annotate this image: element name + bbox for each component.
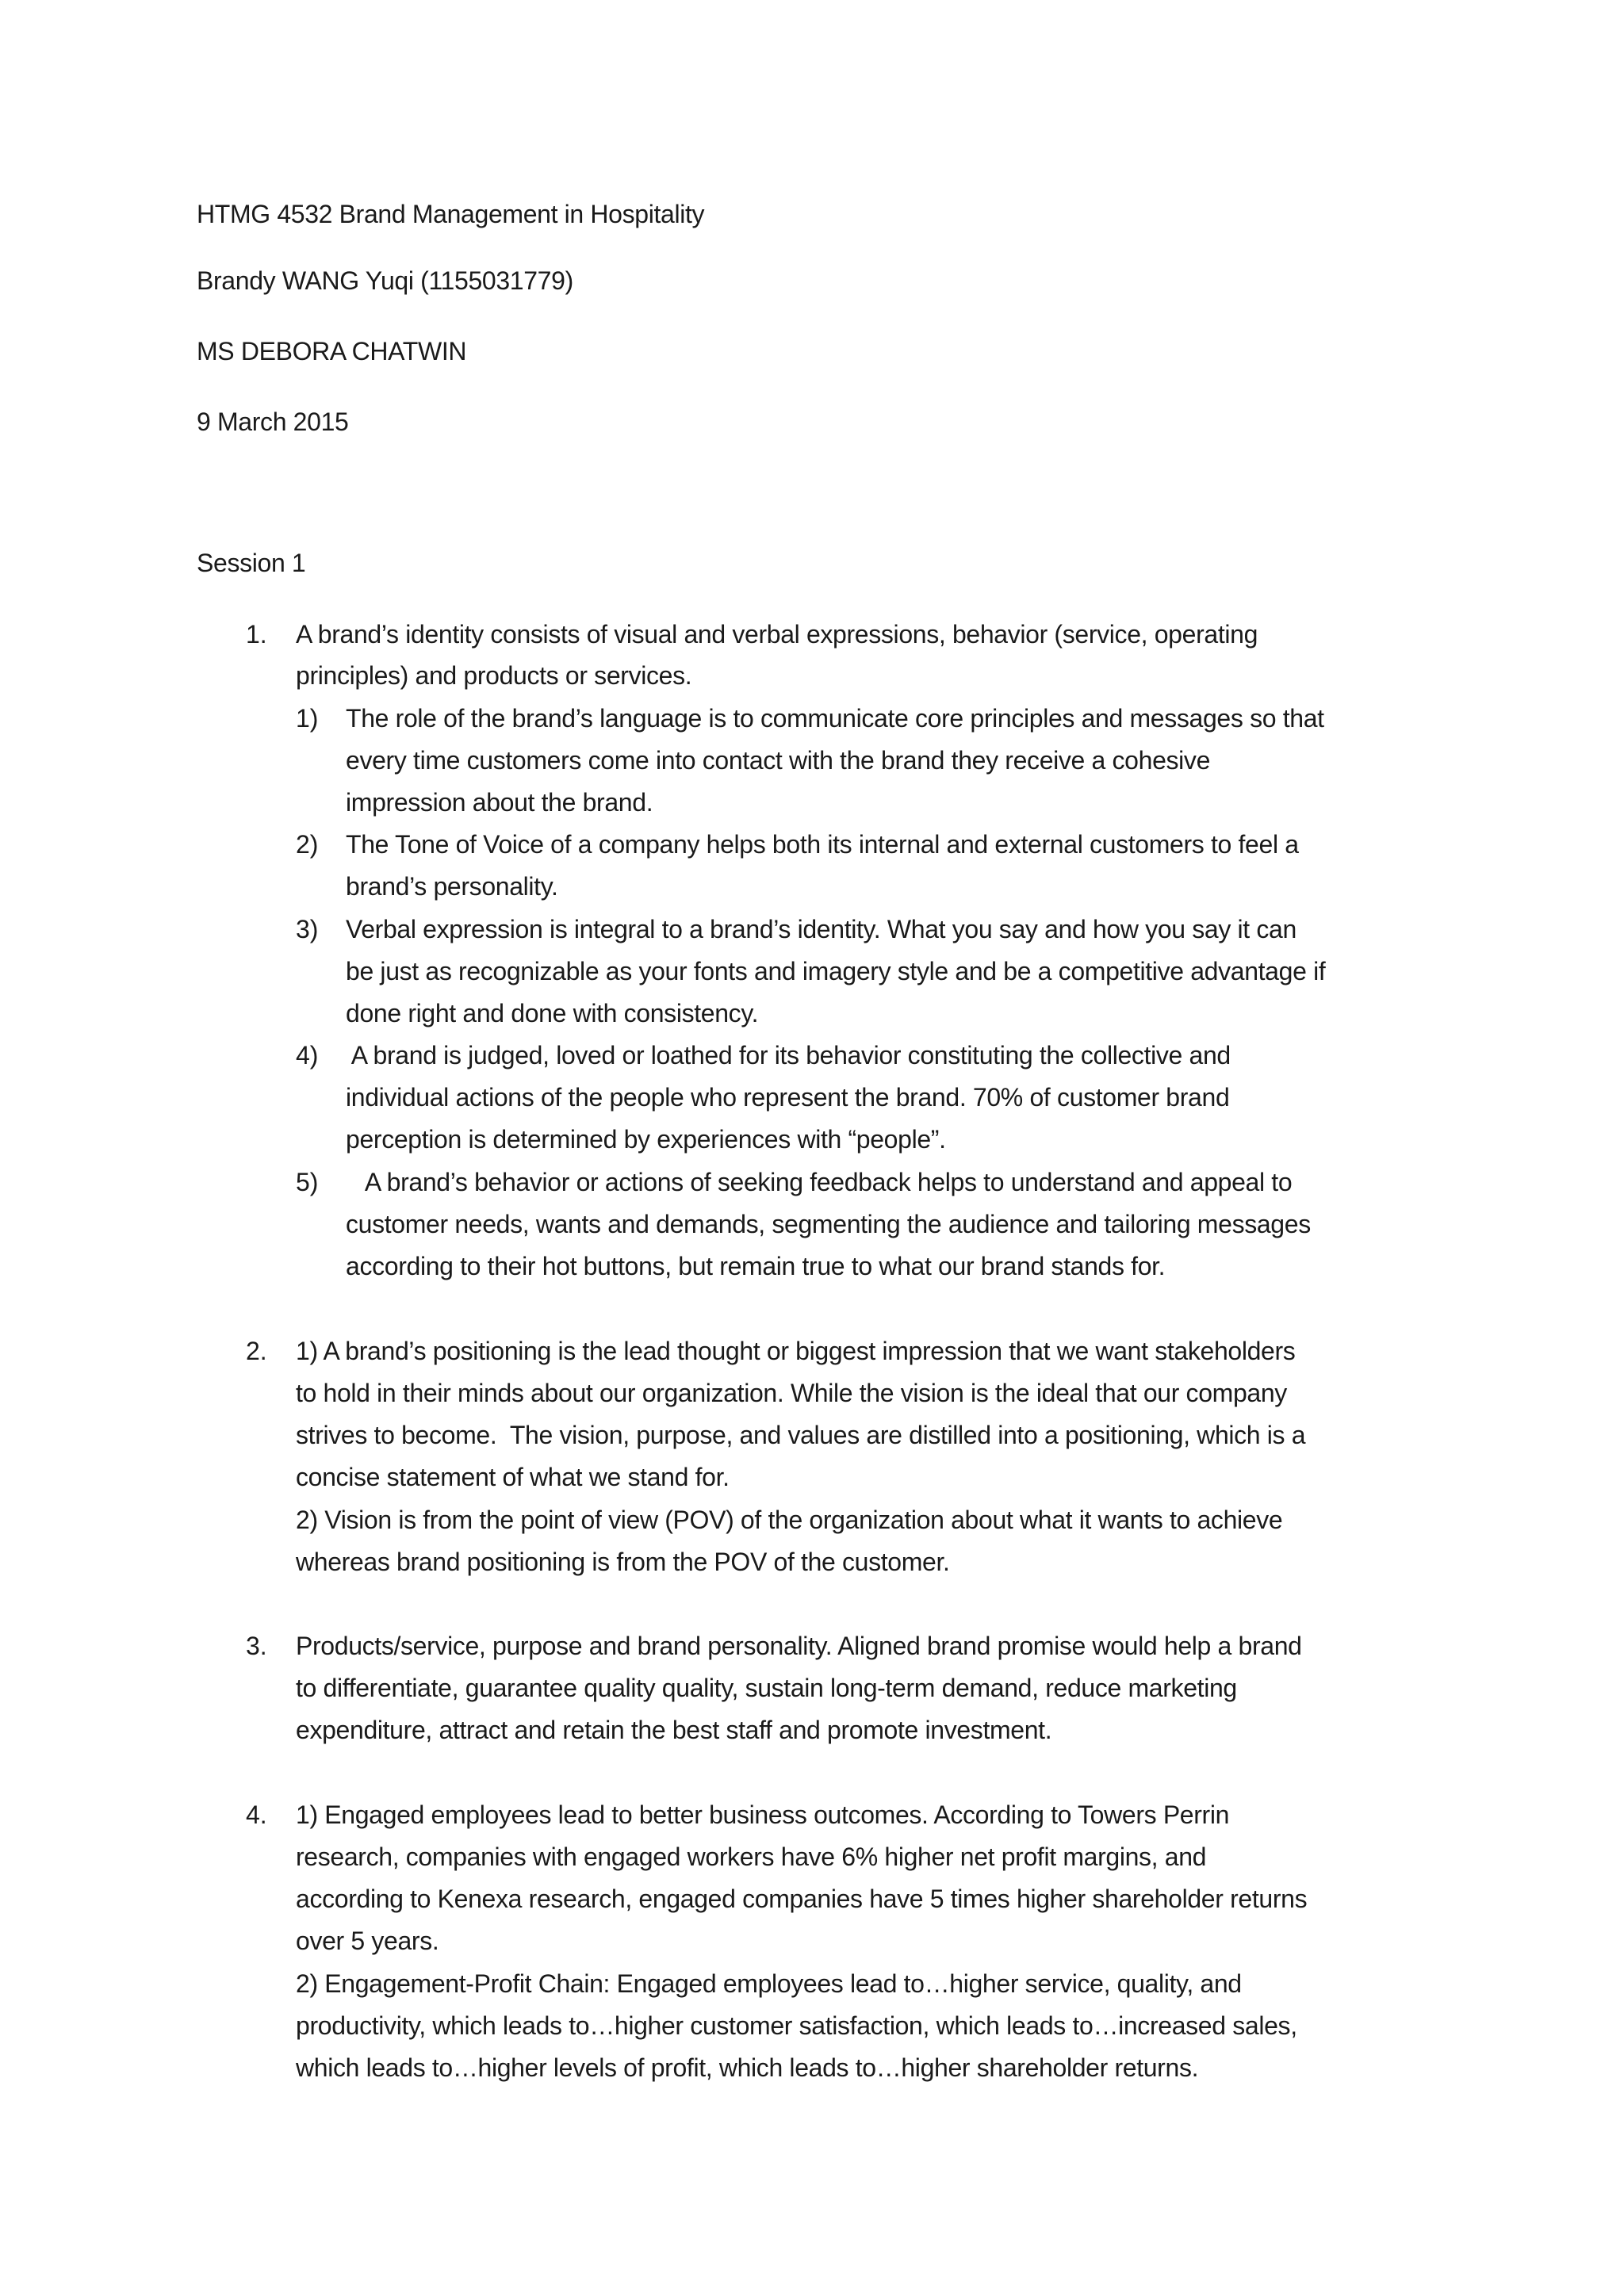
q4-number: 4.	[246, 1800, 267, 1829]
q2-line: strives to become. The vision, purpose, and values are distilled into a positioning, which is a	[296, 1421, 1306, 1449]
q1-number: 1.	[246, 620, 267, 649]
q3-line: to differentiate, guarantee quality quality, sustain long-term demand, reduce marketing	[296, 1674, 1237, 1702]
course-title: HTMG 4532 Brand Management in Hospitality	[197, 200, 705, 228]
document-date: 9 March 2015	[197, 408, 349, 436]
q4-line: 1) Engaged employees lead to better business outcomes. According to Towers Perrin	[296, 1800, 1230, 1829]
q1-subitem-line: Verbal expression is integral to a brand’s identity. What you say and how you say it can	[346, 915, 1297, 943]
student-name: Brandy WANG Yuqi (1155031779)	[197, 266, 573, 295]
q1-subitem-line: The Tone of Voice of a company helps both its internal and external customers to feel a	[346, 830, 1299, 859]
q1-subitem-line: brand’s personality.	[346, 872, 558, 901]
q2-line: whereas brand positioning is from the POV of the customer.	[296, 1548, 950, 1576]
q2-line: concise statement of what we stand for.	[296, 1463, 730, 1491]
q1-subitem-number: 5)	[296, 1168, 319, 1196]
q1-line: principles) and products or services.	[296, 661, 692, 690]
q3-line: expenditure, attract and retain the best staff and promote investment.	[296, 1716, 1052, 1744]
q1-line: A brand’s identity consists of visual and verbal expressions, behavior (service, operating	[296, 620, 1258, 649]
q1-subitem-number: 2)	[296, 830, 319, 859]
q1-subitem-line: perception is determined by experiences with “people”.	[346, 1125, 946, 1154]
q3-line: Products/service, purpose and brand personality. Aligned brand promise would help a brand	[296, 1632, 1302, 1660]
q4-line: research, companies with engaged workers have 6% higher net profit margins, and	[296, 1843, 1207, 1871]
q1-subitem-number: 1)	[296, 704, 319, 733]
q1-subitem-line: A brand is judged, loved or loathed for its behavior constituting the collective and	[346, 1041, 1231, 1070]
q1-subitem-line: every time customers come into contact with the brand they receive a cohesive	[346, 746, 1211, 775]
q2-line: 1) A brand’s positioning is the lead thought or biggest impression that we want stakeholders	[296, 1337, 1296, 1365]
session-heading: Session 1	[197, 549, 306, 577]
q1-subitem-line: be just as recognizable as your fonts and imagery style and be a competitive advantage if	[346, 957, 1326, 985]
q1-subitem-line: according to their hot buttons, but remain true to what our brand stands for.	[346, 1252, 1166, 1280]
q1-subitem-line: impression about the brand.	[346, 788, 653, 817]
q1-subitem-line: A brand’s behavior or actions of seeking feedback helps to understand and appeal to	[346, 1168, 1293, 1196]
q1-subitem-line: individual actions of the people who represent the brand. 70% of customer brand	[346, 1083, 1230, 1112]
q2-line: to hold in their minds about our organization. While the vision is the ideal that our company	[296, 1379, 1287, 1407]
q4-line: which leads to…higher levels of profit, which leads to…higher shareholder returns.	[296, 2053, 1199, 2082]
instructor-name: MS DEBORA CHATWIN	[197, 337, 467, 365]
q4-line: according to Kenexa research, engaged companies have 5 times higher shareholder returns	[296, 1885, 1308, 1913]
q4-line: 2) Engagement-Profit Chain: Engaged employees lead to…higher service, quality, and	[296, 1969, 1242, 1998]
q4-line: productivity, which leads to…higher customer satisfaction, which leads to…increased sales,	[296, 2011, 1297, 2040]
q2-number: 2.	[246, 1337, 267, 1365]
q1-subitem-line: done right and done with consistency.	[346, 999, 759, 1027]
q1-subitem-line: customer needs, wants and demands, segmenting the audience and tailoring messages	[346, 1210, 1311, 1238]
q1-subitem-line: The role of the brand’s language is to communicate core principles and messages so that	[346, 704, 1324, 733]
q1-subitem-number: 4)	[296, 1041, 319, 1070]
q2-line: 2) Vision is from the point of view (POV) of the organization about what it wants to achieve	[296, 1506, 1283, 1534]
q4-line: over 5 years.	[296, 1927, 439, 1955]
q3-number: 3.	[246, 1632, 267, 1660]
q1-subitem-number: 3)	[296, 915, 319, 943]
